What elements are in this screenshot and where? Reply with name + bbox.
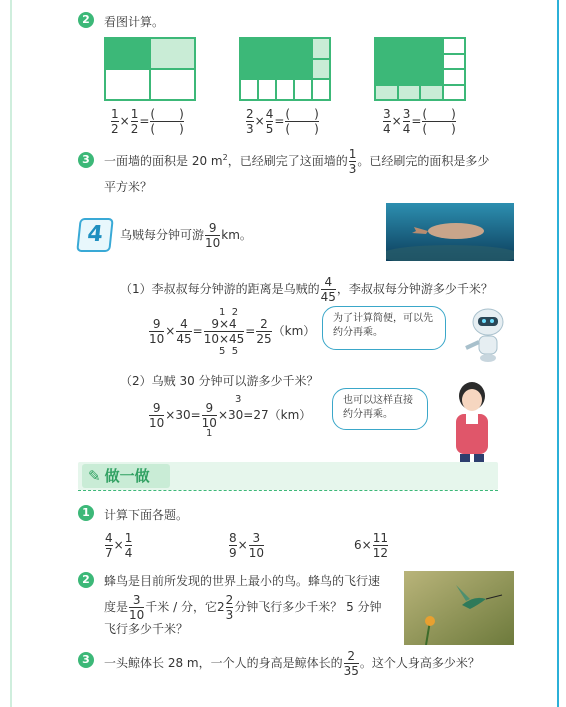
practice-divider xyxy=(78,490,498,491)
speech-bubble-1: 为了计算简便，可以先约分再乘。 xyxy=(322,306,446,350)
item-3-line-2: 平方米？ xyxy=(104,180,153,194)
practice-expression-2: $\frac{8}{9}$ × $\frac{3}{10}$ xyxy=(229,531,264,560)
calc-expression-2: $\frac{2}{3}$ × $\frac{4}{5}$ = $\frac{( )}{( )}$ xyxy=(246,107,319,136)
practice-expression-3: 6× $\frac{11}{12}$ xyxy=(354,531,388,560)
reduce-mark-top: 1 2 xyxy=(219,307,239,318)
practice-item-2-line-2: 度是 $\frac{3}{10}$ 千米 / 分，它2 $\frac{2}{3}$ 分钟飞行多少千米？ 5 分钟 xyxy=(104,593,382,622)
practice-item-1-badge: 1 xyxy=(78,505,94,521)
practice-item-3-badge: 3 xyxy=(78,652,94,668)
practice-item-2-line-1: 蜂鸟是目前所发现的世界上最小的鸟。蜂鸟的飞行速 xyxy=(104,574,381,588)
equation-2: $\frac{9}{10}$ ×30= $\frac{9}{10}$ ×30=27（km） xyxy=(149,401,312,430)
reduce-mark-1: 1 xyxy=(206,428,213,439)
calc-expression-1: $\frac{1}{2}$ × $\frac{1}{2}$ = $\frac{( )}{( )}$ xyxy=(111,107,184,136)
practice-item-2-badge: 2 xyxy=(78,572,94,588)
practice-item-3-line: 一头鲸体长 28 m，一个人的身高是鲸体长的 $\frac{2}{35}$ 。这个人身高多少米？ xyxy=(104,649,480,678)
item-2-title: 看图计算。 xyxy=(104,15,165,29)
item-3-line-1: 一面墙的面积是 20 $m^2$，已经刷完了这面墙的 $\frac{1}{3}$ 。已经刷完的面积是多少 xyxy=(104,147,490,176)
cuttlefish-photo xyxy=(386,203,514,261)
question-1: （1）李叔叔每分钟游的距离是乌贼的 $\frac{4}{45}$ ，李叔叔每分钟游多少千米？ xyxy=(120,275,493,304)
reduce-mark-3: 3 xyxy=(235,394,242,405)
example-4-statement: 乌贼每分钟可游 $\frac{9}{10}$ km。 xyxy=(120,221,252,250)
speech-bubble-2: 也可以这样直接约分再乘。 xyxy=(332,388,428,430)
practice-item-1-title: 计算下面各题。 xyxy=(104,508,189,522)
hummingbird-photo xyxy=(404,571,514,645)
item-2-badge: 2 xyxy=(78,12,94,28)
calc-expression-3: $\frac{3}{4}$ × $\frac{3}{4}$ = $\frac{( )}{( )}$ xyxy=(383,107,456,136)
practice-expression-1: $\frac{4}{7}$ × $\frac{1}{4}$ xyxy=(105,531,133,560)
fraction-grid-1 xyxy=(104,37,196,101)
reduce-mark-bottom: 5 5 xyxy=(219,346,239,357)
page-right-border xyxy=(557,0,559,707)
robot-illustration xyxy=(462,306,514,364)
fraction-grid-3 xyxy=(374,37,466,101)
example-4-badge: 4 xyxy=(76,218,114,252)
page-left-border xyxy=(10,0,12,707)
question-2: （2）乌贼 30 分钟可以游多少千米？ xyxy=(120,374,319,388)
item-3-badge: 3 xyxy=(78,152,94,168)
fraction-grid-2 xyxy=(239,37,331,101)
pencil-icon: ✎ xyxy=(88,467,101,485)
practice-item-2-line-3: 飞行多少千米？ xyxy=(104,622,189,636)
equation-1: $\frac{9}{10}$ × $\frac{4}{45}$ = $\frac{9\times 4}{10\times 45}$ = $\frac{2}{25}$ （km） xyxy=(149,317,316,346)
practice-label: ✎ 做一做 xyxy=(82,464,170,488)
